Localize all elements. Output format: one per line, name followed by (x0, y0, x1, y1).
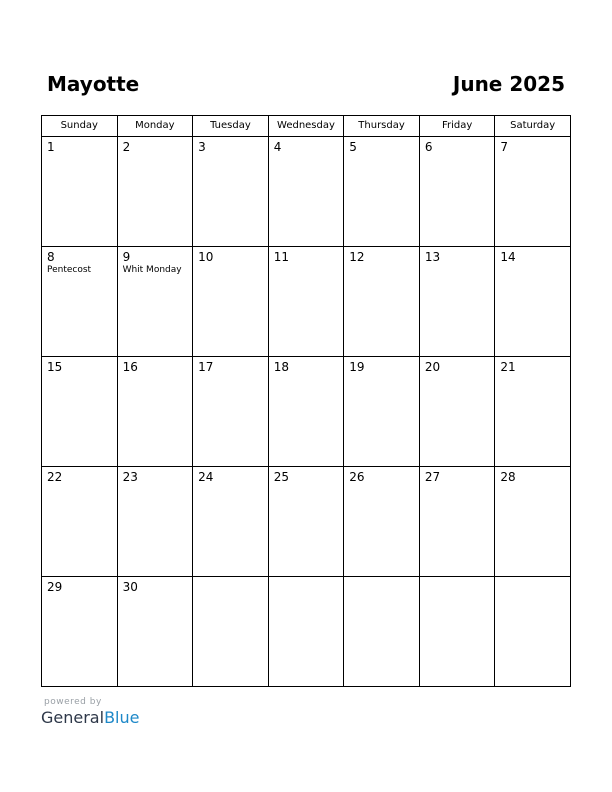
day-cell (419, 357, 495, 467)
day-cell (495, 577, 571, 687)
week-row-1 (42, 137, 571, 247)
day-cell (193, 357, 269, 467)
day-cell (42, 357, 118, 467)
day-cell (117, 357, 193, 467)
day-cell (268, 137, 344, 247)
day-number: 20 (424, 360, 441, 374)
day-cell (42, 577, 118, 687)
day-cell (193, 577, 269, 687)
weekday-wednesday: Wednesday (268, 116, 344, 137)
day-cell (268, 247, 344, 357)
weekday-monday: Monday (117, 116, 193, 137)
day-number: 11 (273, 250, 289, 264)
day-number: 10 (198, 250, 214, 264)
powered-by-text: powered by (44, 697, 102, 707)
day-cell (117, 577, 193, 687)
day-cell (495, 467, 571, 577)
day-number: 5 (349, 140, 357, 154)
day-number: 25 (273, 470, 289, 484)
day-number: 6 (424, 140, 433, 154)
day-number: 4 (273, 140, 282, 154)
day-cell (117, 137, 193, 247)
day-cell (419, 577, 495, 687)
weekday-friday: Friday (419, 116, 495, 137)
day-cell (495, 137, 571, 247)
day-number: 24 (198, 470, 214, 484)
day-number: 2 (122, 140, 131, 154)
day-cell (42, 137, 118, 247)
week-row-2 (42, 247, 571, 357)
day-number: 12 (349, 250, 365, 264)
day-number: 16 (122, 360, 138, 374)
day-number: 8 (47, 250, 55, 264)
weekday-header-row (42, 116, 571, 137)
day-number: 17 (198, 360, 214, 374)
day-cell (268, 357, 344, 467)
day-number: 18 (273, 360, 289, 374)
day-cell (42, 467, 118, 577)
weekday-saturday: Saturday (495, 116, 571, 137)
day-cell (117, 247, 193, 357)
day-cell (344, 577, 420, 687)
day-cell (419, 247, 495, 357)
day-number: 14 (500, 250, 516, 264)
holiday-label: Pentecost (47, 265, 92, 275)
calendar-grid (41, 115, 571, 687)
day-cell (344, 467, 420, 577)
month-year-title: June 2025 (452, 72, 565, 96)
day-cell (193, 467, 269, 577)
day-number: 13 (424, 250, 441, 264)
day-cell (193, 137, 269, 247)
day-cell (268, 577, 344, 687)
generalblue-logo[interactable] (41, 708, 139, 728)
day-number: 21 (500, 360, 516, 374)
weekday-thursday: Thursday (344, 116, 420, 137)
day-cell (344, 247, 420, 357)
day-number: 28 (500, 470, 516, 484)
week-row-4 (42, 467, 571, 577)
day-number: 3 (198, 140, 206, 154)
day-number: 23 (122, 470, 138, 484)
week-row-5 (42, 577, 571, 687)
day-number: 15 (47, 360, 63, 374)
day-number: 9 (122, 250, 131, 264)
day-cell (344, 137, 420, 247)
week-row-3 (42, 357, 571, 467)
country-title: Mayotte (47, 72, 140, 96)
day-number: 19 (349, 360, 365, 374)
day-cell (495, 247, 571, 357)
day-cell (419, 467, 495, 577)
day-number: 1 (47, 140, 55, 154)
weekday-sunday: Sunday (42, 116, 118, 137)
day-number: 26 (349, 470, 365, 484)
day-cell (419, 137, 495, 247)
brand-blue-text: Blue (104, 708, 140, 727)
brand-general-text: General (41, 708, 105, 727)
day-number: 27 (424, 470, 441, 484)
day-cell (268, 467, 344, 577)
day-cell (193, 247, 269, 357)
day-cell (42, 247, 118, 357)
day-cell (495, 357, 571, 467)
day-number: 30 (122, 580, 138, 594)
day-number: 29 (47, 580, 63, 594)
weekday-tuesday: Tuesday (193, 116, 269, 137)
day-number: 7 (500, 140, 509, 154)
day-cell (344, 357, 420, 467)
day-number: 22 (47, 470, 63, 484)
day-cell (117, 467, 193, 577)
holiday-label: Whit Monday (122, 265, 182, 275)
